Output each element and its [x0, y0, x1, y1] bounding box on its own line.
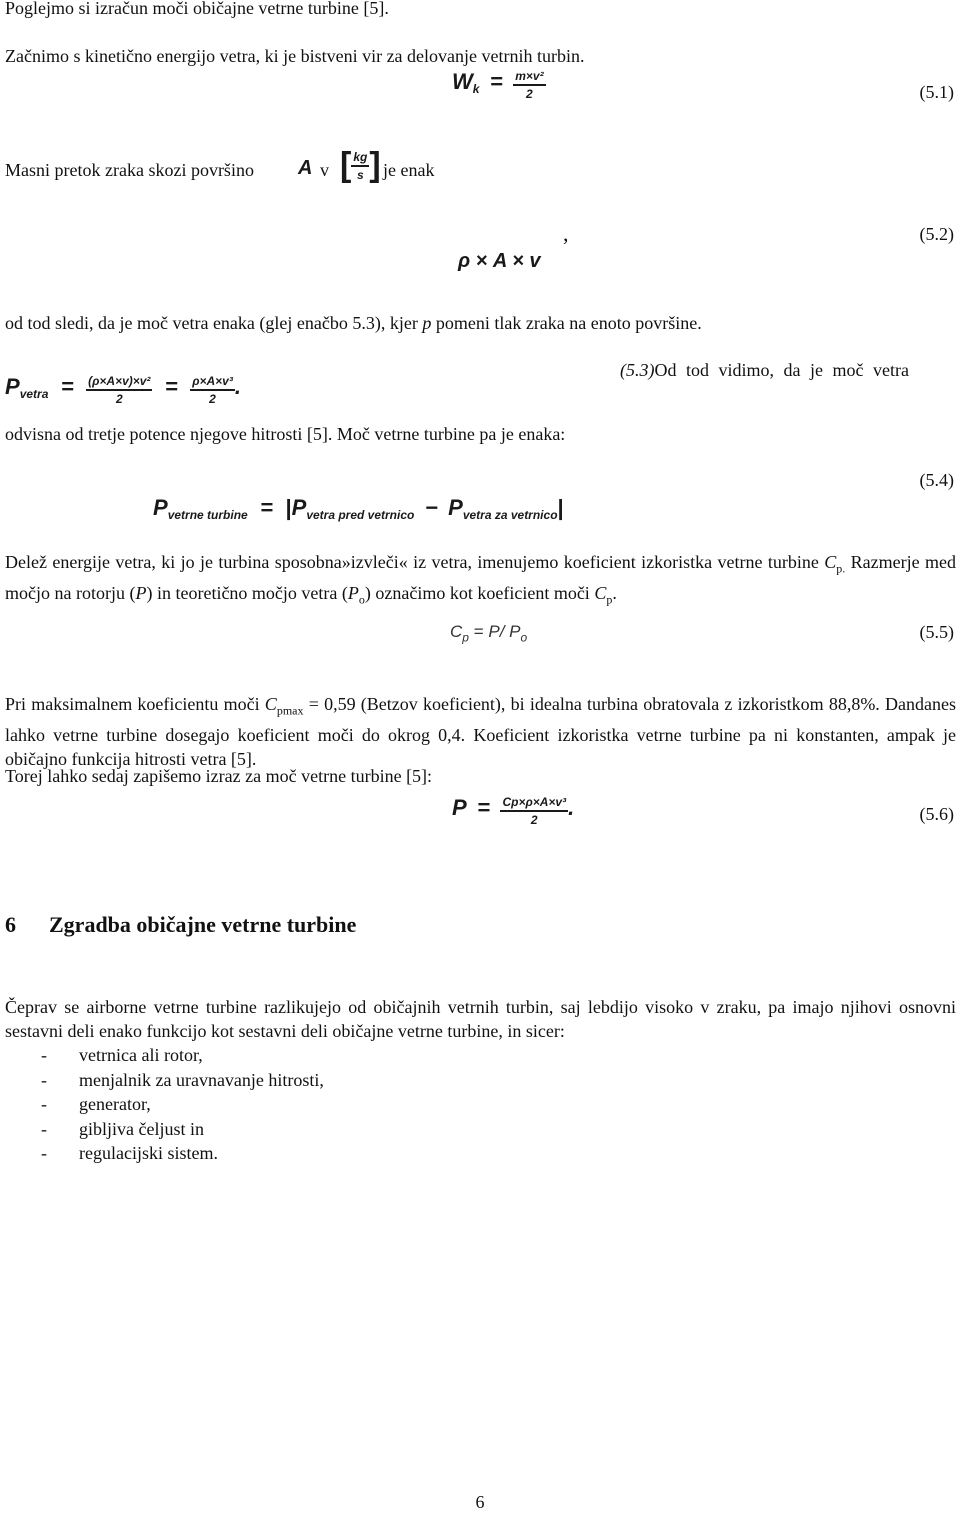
- section-title: Zgradba običajne vetrne turbine: [49, 912, 357, 937]
- fraction: $\frac{\text{ρ×A×v³}}{2}$: [192, 374, 233, 406]
- paragraph-betz: Pri maksimalnem koeficientu moči $C_{pmax} = 0,59$ (Betzov koeficient), bi idealna turbina obratovala z izkoristkom 88,8%. Dandanes lahko vetrne turbine dosegajo koeficient moči do okrog 0,4. Koeficient izkoristka vetrne turbine pa ni konstanten, ampak je običajno funkcija hitrosti vetra [5].: [5, 694, 956, 769]
- symbol-area: A: [298, 157, 313, 179]
- text-line-2: Začnimo s kinetično energijo vetra, ki je bistveni vir za delovanje vetrnih turbin.: [5, 46, 585, 66]
- text-line-cubic: odvisna od tretje potence njegove hitrosti [5]. Moč vetrne turbine pa je enaka:: [5, 424, 566, 444]
- list-item: - vetrnica ali rotor,: [5, 1043, 324, 1068]
- formula-symbol: W: [452, 69, 473, 95]
- formula-turbine-power: $P_{vetrne turbine} = |P_{vetra pred vetrnico} - P_{vetra za vetrnico}|$: [153, 495, 564, 522]
- list-item: - gibljiva čeljust in: [5, 1117, 324, 1142]
- text-line-mass-flow: Masni pretok zraka skozi površino: [5, 160, 254, 180]
- text-je-enak: je enak: [383, 160, 435, 180]
- list-item: - generator,: [5, 1092, 324, 1117]
- comma: ,: [563, 221, 569, 246]
- equation-number-5-2: (5.2): [919, 224, 954, 244]
- paragraph-power-coefficient: Delež energije vetra, ki jo je turbina sposobna»izvleči« iz vetra, imenujemo koeficient izkoristka vetrne turbine $C_{p.}$ Razmerje med močjo na rotorju (P) in teoretično močjo vetra $(P_o)$ označimo kot koeficient moči $C_p$.: [5, 552, 956, 607]
- fraction: $\frac{\text{m×v²}}{2}$: [515, 69, 544, 101]
- equation-number-5-6: (5.6): [919, 804, 954, 824]
- formula-turbine-power-final: P = $\frac{\text{Cp×ρ×A×v³}}{2}$ .: [452, 795, 575, 827]
- equation-number-5-5: (5.5): [919, 622, 954, 642]
- list-item: - regulacijski sistem.: [5, 1141, 324, 1166]
- text-line-power: od tod sledi, da je moč vetra enaka (glej enačbo 5.3), kjer p pomeni tlak zraka na enoto površine.: [5, 313, 702, 333]
- formula-unit-kg-s: [ $\frac{kg}{s}$ ]: [340, 146, 381, 184]
- formula-kinetic-energy: $W_k$ = $\frac{\text{m×v²}}{2}$: [452, 69, 544, 101]
- formula-subscript: k: [472, 82, 480, 97]
- list-item: - menjalnik za uravnavanje hitrosti,: [5, 1068, 324, 1093]
- equation-number-5-1: (5.1): [919, 82, 954, 102]
- paragraph-airborne: Čeprav se airborne vetrne turbine razlikujejo od običajnih vetrnih turbin, saj lebdijo visoko v zraku, pa imajo njihovi osnovni sestavni deli enako funkcijo kot sestavni deli običajne vetrne turbine, in sicer:: [5, 997, 956, 1041]
- section-heading: [5, 912, 356, 938]
- text-line-torej: Torej lahko sedaj zapišemo izraz za moč vetrne turbine [5]:: [5, 766, 433, 786]
- text-v: v: [320, 160, 329, 180]
- components-list: [5, 1043, 324, 1166]
- text-line-1: Poglejmo si izračun moči običajne vetrne turbine [5].: [5, 0, 389, 18]
- section-number: 6: [5, 912, 16, 937]
- formula-mass-flow: ρ × A × v: [458, 250, 541, 272]
- equation-number-5-3: (5.3): [620, 360, 655, 380]
- formula-cp-ratio: $C_p = P/$ $P_o$: [450, 622, 528, 645]
- equation-number-5-4: (5.4): [919, 470, 954, 490]
- equation-number-5-3-line: (5.3)Od tod vidimo, da je moč vetra: [620, 360, 909, 380]
- formula-wind-power: $P_{vetra}$ = $\frac{\text{(ρ×A×v)×v²}}{2}$ = $\frac{\text{ρ×A×v³}}{2}$ .: [5, 374, 241, 406]
- fraction: $\frac{\text{Cp×ρ×A×v³}}{2}$: [502, 795, 567, 827]
- page-number: 6: [475, 1492, 485, 1512]
- fraction: $\frac{\text{(ρ×A×v)×v²}}{2}$: [88, 374, 151, 406]
